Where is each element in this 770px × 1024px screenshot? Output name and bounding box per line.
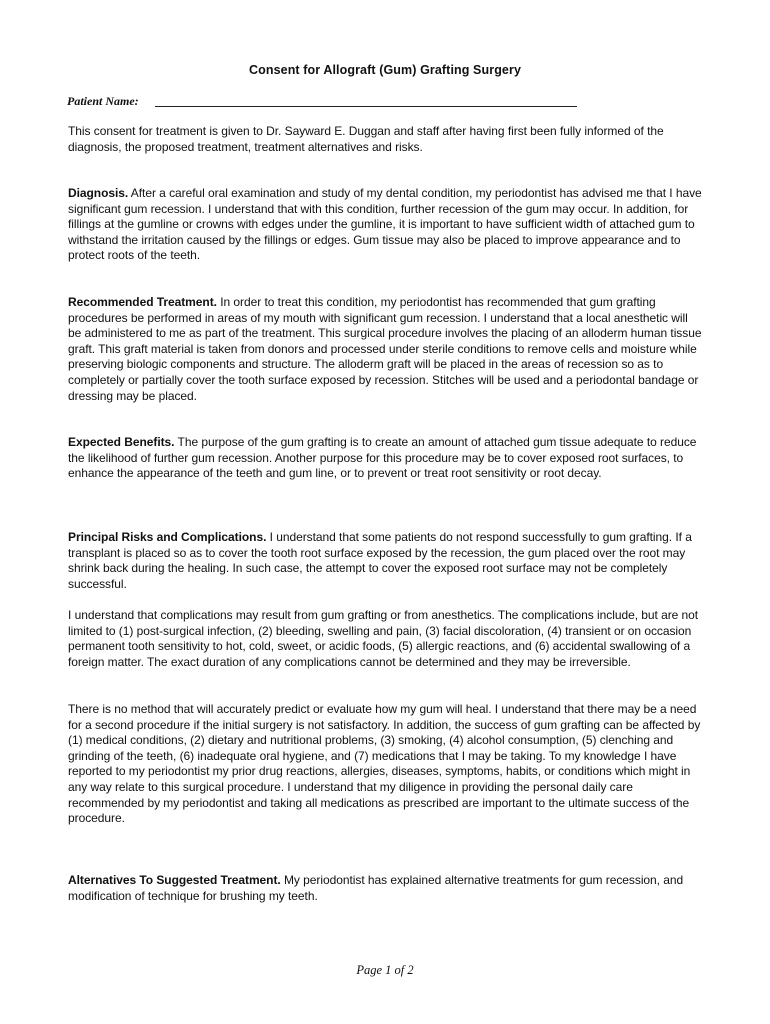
alternatives-heading: Alternatives To Suggested Treatment. [68, 873, 281, 887]
recommended-treatment-section [68, 295, 704, 404]
alternatives-text: My periodontist has explained alternative treatments for gum recession, and modification of technique for brushing my teeth. [68, 873, 684, 903]
alternatives-section [68, 873, 704, 904]
diagnosis-section [68, 186, 704, 264]
principal-risks-heading: Principal Risks and Complications. [68, 530, 267, 544]
patient-name-label: Patient Name: [67, 94, 139, 108]
principal-risks-text: I understand that some patients do not respond successfully to gum grafting. If a transplant is placed so as to cover the tooth root surface exposed by the recession, the gum placed over the root may shrink back during the healing. In such case, the attempt to cover the exposed root surface may not be completely successful. [68, 530, 692, 591]
document-title: Consent for Allograft (Gum) Grafting Surgery [249, 63, 521, 77]
principal-risks-section [68, 530, 704, 592]
expected-benefits-text: The purpose of the gum grafting is to create an amount of attached gum tissue adequate to reduce the likelihood of further gum recession. Another purpose for this procedure may be to cover exposed root surfaces, to enhance the appearance of the teeth and gum line, or to prevent or treat root sensitivity or root decay. [68, 435, 697, 481]
diagnosis-text: After a careful oral examination and study of my dental condition, my periodontist has advised me that I have significant gum recession. I understand that with this condition, further recession of the gum may occur. In addition, for fillings at the gumline or crowns with edges under the gumline, it is important to have sufficient width of attached gum to withstand the irritation caused by the fillings or edges. Gum tissue may also be placed to improve appearance and to protect roots of the teeth. [68, 186, 702, 263]
page-number: Page 1 of 2 [356, 963, 414, 977]
diagnosis-heading: Diagnosis. [68, 186, 129, 200]
intro-paragraph: This consent for treatment is given to Dr. Sayward E. Duggan and staff after having first been fully informed of the diagnosis, the proposed treatment, treatment alternatives and risks. [68, 124, 664, 154]
recommended-treatment-heading: Recommended Treatment. [68, 295, 217, 309]
expected-benefits-section [68, 435, 704, 482]
expected-benefits-heading: Expected Benefits. [68, 435, 175, 449]
recommended-treatment-text: In order to treat this condition, my periodontist has recommended that gum grafting procedures be performed in areas of my mouth with significant gum recession. I understand that a local anesthetic will be administered to me as part of the treatment. This surgical procedure involves the placing of an alloderm human tissue graft. This graft material is taken from donors and processed under sterile conditions to remove cells and moisture while preserving biologic components and structure. The alloderm graft will be placed in the areas of recession so as to completely or partially cover the tooth surface exposed by recession. Stitches will be used and a periodontal bandage or dressing may be placed. [68, 295, 702, 403]
complications-paragraph: I understand that complications may result from gum grafting or from anesthetics. The complications include, but are not limited to (1) post-surgical infection, (2) bleeding, swelling and pain, (3) facial discoloration, (4) transient or on occasion permanent tooth sensitivity to hot, cold, sweet, or acidic foods, (5) allergic reactions, and (6) accidental swallowing of a foreign matter. The exact duration of any complications cannot be determined and they may be irreversible. [68, 608, 699, 669]
healing-paragraph: There is no method that will accurately predict or evaluate how my gum will heal. I understand that there may be a need for a second procedure if the initial surgery is not satisfactory. In addition, the success of gum grafting can be affected by (1) medical conditions, (2) dietary and nutritional problems, (3) smoking, (4) alcohol consumption, (5) clenching and grinding of the teeth, (6) inadequate oral hygiene, and (7) medications that I may be taking. To my knowledge I have reported to my periodontist my prior drug reactions, allergies, diseases, symptoms, habits, or conditions which might in any way relate to this surgical procedure. I understand that my diligence in providing the personal daily care recommended by my periodontist and taking all medications as prescribed are important to the ultimate success of the procedure. [68, 702, 701, 826]
patient-name-field[interactable] [155, 106, 577, 107]
